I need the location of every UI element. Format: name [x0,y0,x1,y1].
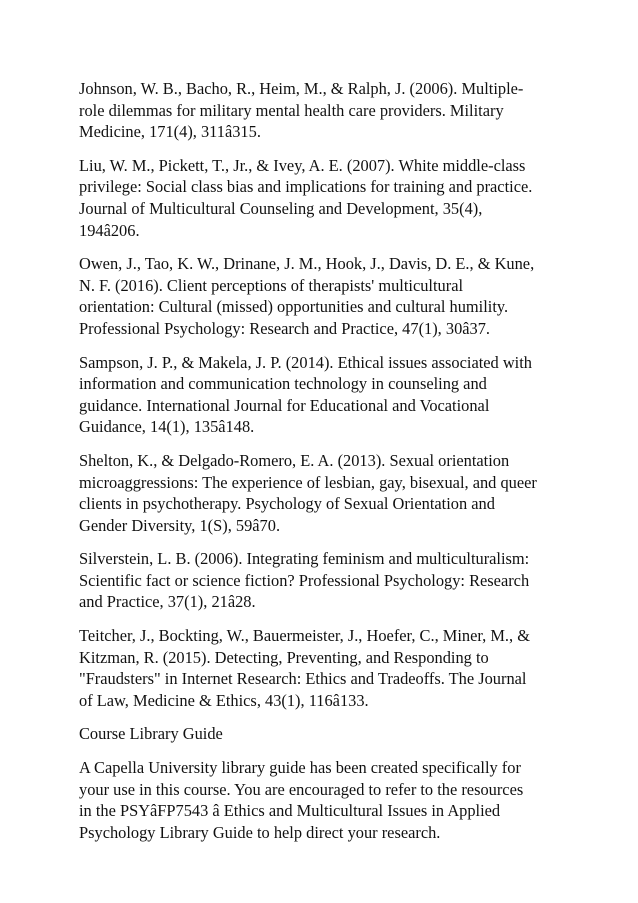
section-heading-text: Course Library Guide [79,724,223,744]
reference-entry [79,352,561,438]
reference-line: 194â206. [79,220,140,240]
reference-line: Gender Diversity, 1(S), 59â70. [79,515,281,535]
reference-entry [79,253,561,339]
paragraph-line: in the PSYâFP7543 â Ethics and Multicultural Issues in Applied [79,801,501,821]
reference-line: Medicine, 171(4), 311â315. [79,122,261,142]
reference-line: clients in psychotherapy. Psychology of Sexual Orientation and [79,494,495,514]
paragraph-line: A Capella University library guide has been created specifically for [79,758,521,778]
reference-line: Shelton, K., & Delgado-Romero, E. A. (2013). Sexual orientation [79,450,510,470]
reference-entry [79,450,561,536]
reference-line: Teitcher, J., Bockting, W., Bauermeister, J., Hoefer, C., Miner, M., & [79,626,530,646]
reference-entry [79,548,561,613]
reference-line: of Law, Medicine & Ethics, 43(1), 116â133. [79,690,369,710]
reference-line: Kitzman, R. (2015). Detecting, Preventing, and Responding to [79,647,489,667]
reference-line: Silverstein, L. B. (2006). Integrating feminism and multiculturalism: [79,549,530,569]
reference-line: Owen, J., Tao, K. W., Drinane, J. M., Hook, J., Davis, D. E., & Kune, [79,254,535,274]
reference-entry [79,78,561,143]
reference-line: "Fraudsters" in Internet Research: Ethics and Tradeoffs. The Journal [79,669,527,689]
reference-entry [79,625,561,711]
paragraph-line: Psychology Library Guide to help direct your research. [79,822,441,842]
reference-line: privilege: Social class bias and implications for training and practice. [79,177,533,197]
reference-line: and Practice, 37(1), 21â28. [79,592,256,612]
section-heading [79,723,561,745]
paragraph-line: your use in this course. You are encouraged to refer to the resources [79,779,524,799]
reference-entry [79,155,561,241]
reference-line: Sampson, J. P., & Makela, J. P. (2014). Ethical issues associated with [79,352,532,372]
reference-line: microaggressions: The experience of lesbian, gay, bisexual, and queer [79,472,537,492]
library-guide-paragraph [79,757,561,843]
reference-line: Professional Psychology: Research and Practice, 47(1), 30â37. [79,318,491,338]
reference-line: Guidance, 14(1), 135â148. [79,417,255,437]
document-body [79,78,561,855]
reference-line: Journal of Multicultural Counseling and Development, 35(4), [79,198,483,218]
reference-line: orientation: Cultural (missed) opportunities and cultural humility. [79,297,509,317]
reference-line: information and communication technology in counseling and [79,374,487,394]
reference-line: Johnson, W. B., Bacho, R., Heim, M., & Ralph, J. (2006). Multiple- [79,79,524,98]
reference-line: N. F. (2016). Client perceptions of therapists' multicultural [79,275,464,295]
reference-line: Liu, W. M., Pickett, T., Jr., & Ivey, A. E. (2007). White middle-class [79,155,526,175]
reference-line: guidance. International Journal for Educational and Vocational [79,395,490,415]
reference-line: role dilemmas for military mental health care providers. Military [79,100,504,120]
reference-line: Scientific fact or science fiction? Professional Psychology: Research [79,570,530,590]
